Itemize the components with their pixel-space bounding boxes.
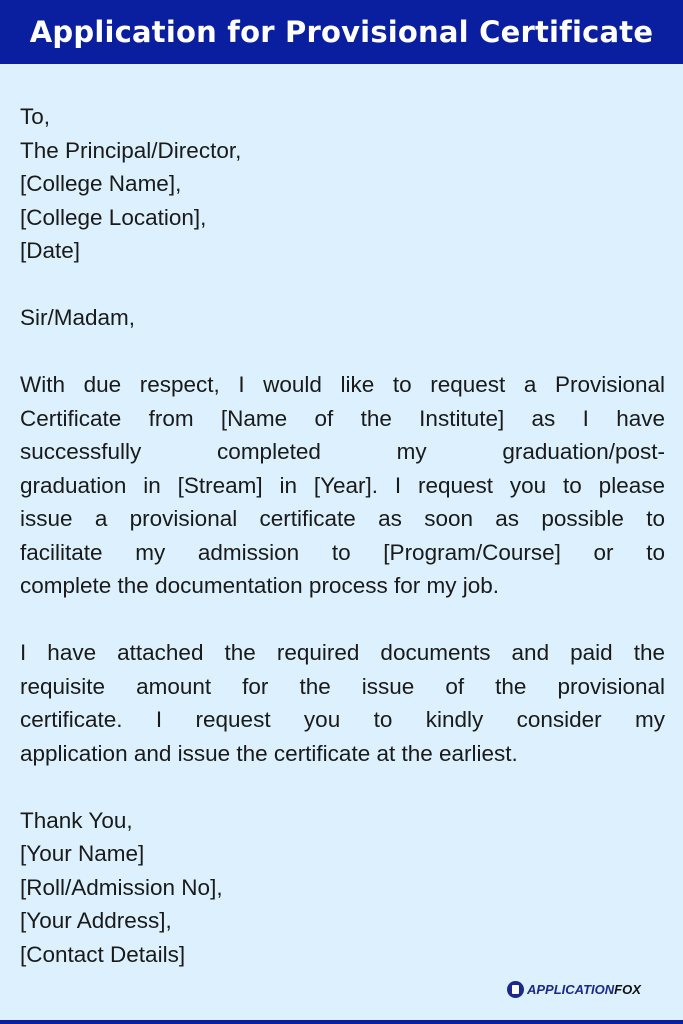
address-line: [College Location], [20, 204, 207, 230]
logo-text-part1: APPLICATION [527, 982, 615, 997]
paragraph-line: Certificate from [Name of the Institute] as I have [20, 405, 665, 431]
paragraph-line: graduation in [Stream] in [Year]. I request you to please [20, 472, 665, 498]
paragraph-line: complete the documentation process for my job. [20, 573, 499, 598]
address-line: [Date] [20, 238, 81, 263]
logo-text-part2: FOX [614, 982, 641, 997]
closing-line: [Your Address], [20, 908, 172, 933]
paragraph-line: certificate. I request you to kindly consider my [20, 707, 665, 732]
closing-line: [Contact Details] [20, 941, 186, 967]
title-banner [0, 0, 683, 64]
recipient-address [20, 100, 665, 268]
closing-line: [Roll/Admission No], [20, 874, 223, 900]
address-line: [College Name], [20, 171, 182, 196]
paragraph-line: successfully completed my graduation/post- [20, 439, 665, 464]
paragraph-line: With due respect, I would like to request a Provisional [20, 372, 665, 397]
document-icon [507, 981, 524, 998]
paragraph-2 [20, 636, 665, 770]
paragraph-line: facilitate my admission to [Program/Course] or to [20, 539, 665, 565]
closing-line: Thank You, [20, 807, 133, 833]
address-line: To, [20, 104, 51, 129]
bottom-border [0, 1020, 683, 1024]
paragraph-line: application and issue the certificate at the earliest. [20, 740, 518, 766]
salutation: Sir/Madam, [20, 305, 136, 330]
closing-line: [Your Name] [20, 841, 145, 866]
letter-body [20, 100, 665, 971]
paragraph-1 [20, 368, 665, 603]
paragraph-line: issue a provisional certificate as soon as possible to [20, 506, 665, 531]
page-title: Application for Provisional Certificate [29, 15, 654, 49]
logo-text [527, 982, 641, 997]
paragraph-line: requisite amount for the issue of the provisional [20, 673, 665, 699]
applicationfox-logo [507, 981, 641, 998]
paragraph-line: I have attached the required documents and paid the [20, 640, 665, 665]
closing [20, 804, 665, 972]
address-line: The Principal/Director, [20, 137, 242, 163]
